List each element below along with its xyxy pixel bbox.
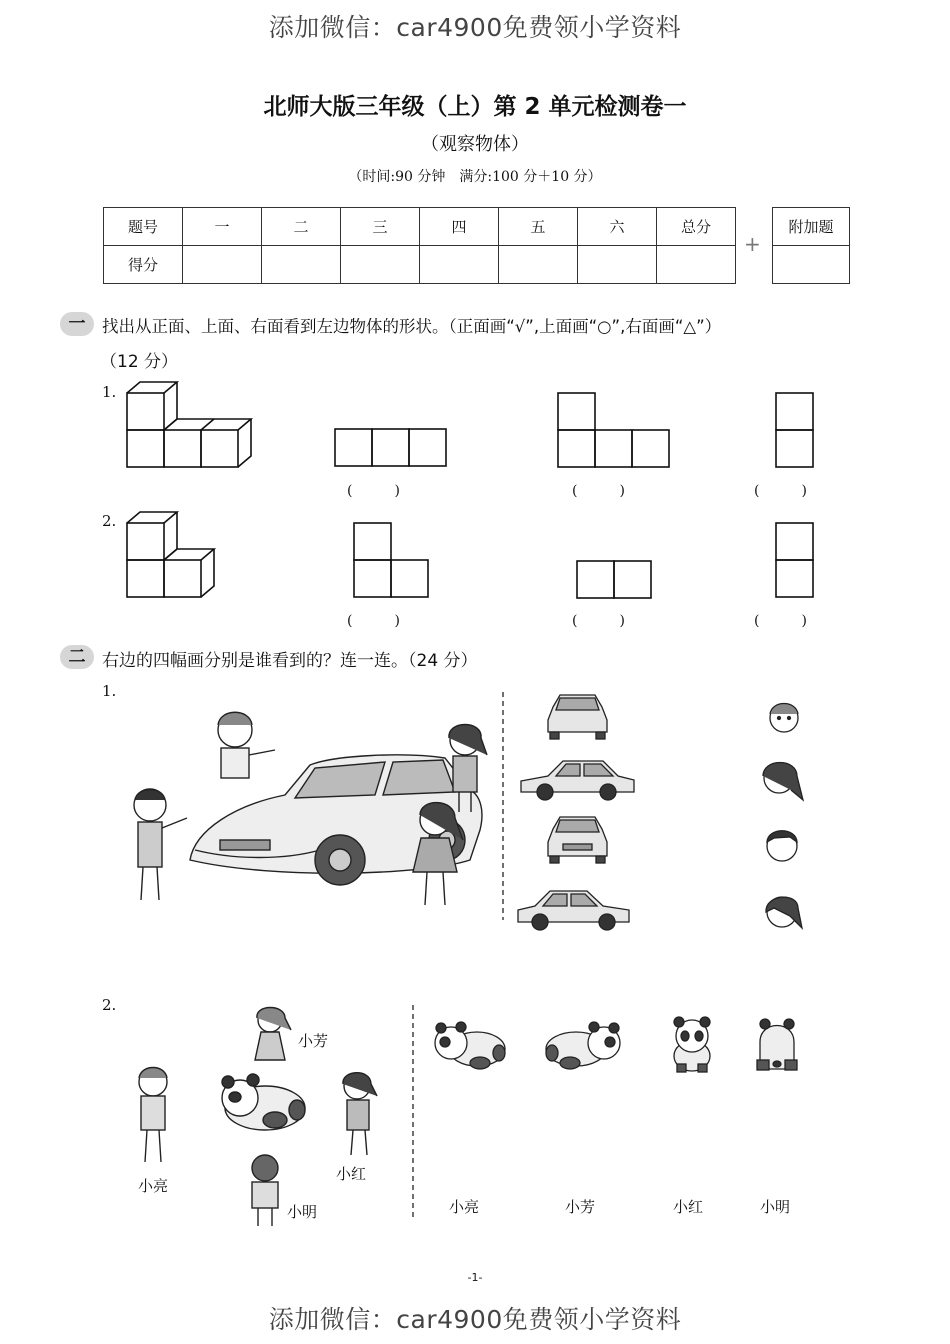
- plus-sign: +: [744, 232, 761, 256]
- divider-dashed-2: [410, 1005, 416, 1220]
- watermark-bottom: 添加微信：car4900免费领小学资料: [268, 1305, 682, 1334]
- kid-head-2: [757, 754, 807, 806]
- q1-cube-object: [120, 380, 255, 472]
- q2-number: 2.: [102, 512, 117, 530]
- q1-option-c: [775, 392, 815, 468]
- extra-score-cell[interactable]: [773, 246, 850, 284]
- watermark-top: 添加微信：car4900免费领小学资料: [268, 13, 682, 42]
- kid-head-4: [760, 888, 806, 936]
- car-view-rear-top: [545, 692, 610, 742]
- divider-dashed-1: [500, 692, 506, 920]
- page-title: 北师大版三年级（上）第 2 单元检测卷一: [263, 94, 687, 120]
- section-2-badge: 二: [60, 645, 94, 669]
- q2-cube-object: [120, 510, 220, 600]
- label-xiaofang: 小芳: [298, 1032, 329, 1050]
- page-number: -1-: [467, 1271, 483, 1284]
- q2-answer-b[interactable]: ( ): [572, 613, 625, 629]
- q1-option-a: [334, 428, 446, 468]
- bottom-label-4: 小明: [760, 1198, 791, 1216]
- section-1-badge: 一: [60, 312, 94, 336]
- q2-answer-c[interactable]: ( ): [754, 613, 807, 629]
- score-header-1: 一: [183, 208, 262, 246]
- car-view-side-1: [518, 756, 638, 802]
- label-xiaohong: 小红: [336, 1165, 367, 1183]
- score-cell[interactable]: [499, 246, 578, 284]
- score-header-2: 二: [262, 208, 341, 246]
- score-cell[interactable]: [578, 246, 657, 284]
- q2-answer-a[interactable]: ( ): [347, 613, 400, 629]
- label-xiaoliang: 小亮: [138, 1177, 169, 1195]
- extra-score-table: [772, 207, 850, 284]
- score-header-6: 六: [578, 208, 657, 246]
- panda-view-3: [667, 1014, 717, 1074]
- score-header-4: 四: [420, 208, 499, 246]
- score-cell[interactable]: [183, 246, 262, 284]
- score-row-label: 得分: [104, 246, 183, 284]
- section-1-instruction: 找出从正面、上面、右面看到左边物体的形状。（正面画“√”,上面画“○”,右面画“△”）: [102, 317, 722, 336]
- panda-view-2: [540, 1015, 630, 1075]
- section-2-instruction: 右边的四幅画分别是谁看到的？连一连。（24 分）: [102, 651, 478, 671]
- q2-option-c: [775, 522, 815, 598]
- extra-header: 附加题: [773, 208, 850, 246]
- score-header-3: 三: [341, 208, 420, 246]
- q1-answer-b[interactable]: ( ): [572, 483, 625, 499]
- q1-option-b: [557, 392, 669, 468]
- time-info: （时间:90 分钟 满分:100 分＋10 分）: [348, 169, 602, 185]
- q2-option-a: [353, 522, 429, 598]
- q1-answer-c[interactable]: ( ): [754, 483, 807, 499]
- kid-head-1: [762, 696, 806, 736]
- bottom-label-1: 小亮: [449, 1198, 480, 1216]
- page-subtitle: （观察物体）: [421, 134, 529, 155]
- section-1-points: （12 分）: [100, 352, 179, 372]
- score-header-label: 题号: [104, 208, 183, 246]
- score-header-total: 总分: [657, 208, 736, 246]
- score-table: [103, 207, 736, 284]
- q1-number: 1.: [102, 383, 117, 401]
- panda-view-1: [425, 1015, 510, 1075]
- score-cell[interactable]: [341, 246, 420, 284]
- q2-option-b: [576, 560, 652, 600]
- panda-view-4: [752, 1014, 802, 1074]
- score-cell-total[interactable]: [657, 246, 736, 284]
- kid-head-3: [760, 822, 806, 866]
- score-cell[interactable]: [262, 246, 341, 284]
- car-scene-illustration: [125, 700, 500, 930]
- score-header-5: 五: [499, 208, 578, 246]
- s2-q1-number: 1.: [102, 682, 117, 700]
- bottom-label-2: 小芳: [565, 1198, 596, 1216]
- s2-q2-number: 2.: [102, 996, 117, 1014]
- car-view-side-2: [515, 886, 633, 934]
- car-view-front: [545, 814, 610, 866]
- bottom-label-3: 小红: [673, 1198, 704, 1216]
- score-cell[interactable]: [420, 246, 499, 284]
- q1-answer-a[interactable]: ( ): [347, 483, 400, 499]
- label-xiaoming: 小明: [287, 1203, 318, 1221]
